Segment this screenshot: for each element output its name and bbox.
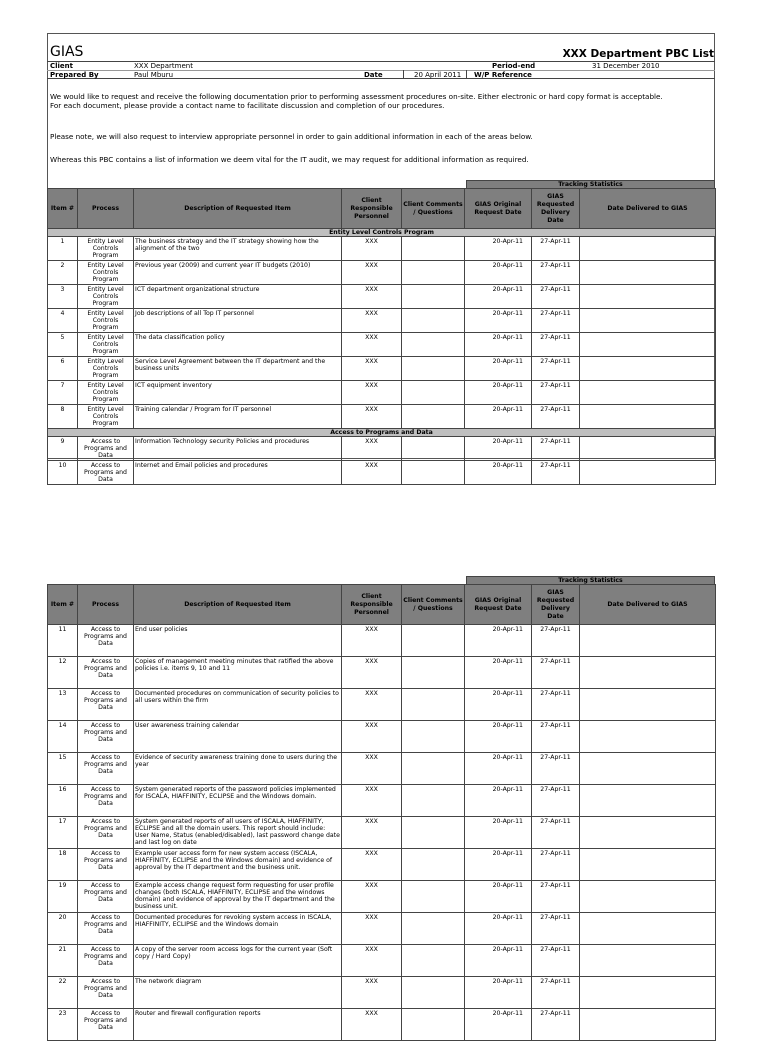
table-row <box>48 285 716 309</box>
description-cell: ICT department organizational structure <box>134 285 342 309</box>
table-row <box>48 1009 716 1041</box>
table-row <box>48 657 716 689</box>
comments-cell <box>402 881 465 913</box>
document-title: XXX Department PBC List <box>562 48 714 60</box>
delivery-date-cell: 27-Apr-11 <box>532 753 580 785</box>
col-comments: Client Comments / Questions <box>402 189 465 229</box>
delivered-cell <box>580 237 716 261</box>
client-label: Client <box>50 62 74 70</box>
process-cell: Access to Programs and Data <box>78 1009 134 1041</box>
comments-cell <box>402 657 465 689</box>
item-number: 7 <box>48 381 78 405</box>
delivery-date-cell: 27-Apr-11 <box>532 657 580 689</box>
delivered-cell <box>580 721 716 753</box>
personnel-cell: XXX <box>342 381 402 405</box>
col-personnel: Client Responsible Personnel <box>342 585 402 625</box>
comments-cell <box>402 285 465 309</box>
delivery-date-cell: 27-Apr-11 <box>532 977 580 1009</box>
delivery-date-cell: 27-Apr-11 <box>532 357 580 381</box>
process-cell: Entity Level Controls Program <box>78 357 134 381</box>
delivered-cell <box>580 817 716 849</box>
orig-date-cell: 20-Apr-11 <box>465 461 532 485</box>
delivered-cell <box>580 309 716 333</box>
col-orig-date: GIAS Original Request Date <box>465 189 532 229</box>
item-number: 18 <box>48 849 78 881</box>
org-name: GIAS <box>50 44 84 60</box>
orig-date-cell: 20-Apr-11 <box>465 237 532 261</box>
col-description: Description of Requested Item <box>134 189 342 229</box>
item-number: 22 <box>48 977 78 1009</box>
delivery-date-cell: 27-Apr-11 <box>532 689 580 721</box>
personnel-cell: XXX <box>342 913 402 945</box>
orig-date-cell: 20-Apr-11 <box>465 817 532 849</box>
delivery-date-cell: 27-Apr-11 <box>532 333 580 357</box>
item-number: 15 <box>48 753 78 785</box>
orig-date-cell: 20-Apr-11 <box>465 657 532 689</box>
delivery-date-cell: 27-Apr-11 <box>532 849 580 881</box>
delivered-cell <box>580 381 716 405</box>
date-label: Date <box>364 71 383 79</box>
comments-cell <box>402 333 465 357</box>
process-cell: Access to Programs and Data <box>78 689 134 721</box>
item-number: 16 <box>48 785 78 817</box>
tracking-header-2: Tracking Statistics <box>466 576 715 585</box>
item-number: 6 <box>48 357 78 381</box>
description-cell: The data classification policy <box>134 333 342 357</box>
table-row <box>48 625 716 657</box>
intro-paragraph-3: Please note, we will also request to interview appropriate personnel in order to gain additional information in each of the areas below. <box>50 132 533 141</box>
process-cell: Access to Programs and Data <box>78 913 134 945</box>
delivery-date-cell: 27-Apr-11 <box>532 1009 580 1041</box>
delivered-cell <box>580 357 716 381</box>
item-number: 4 <box>48 309 78 333</box>
pbc-table-1 <box>47 188 716 485</box>
col-delivered: Date Delivered to GIAS <box>580 585 716 625</box>
process-cell: Entity Level Controls Program <box>78 261 134 285</box>
personnel-cell: XXX <box>342 817 402 849</box>
orig-date-cell: 20-Apr-11 <box>465 381 532 405</box>
orig-date-cell: 20-Apr-11 <box>465 849 532 881</box>
section-row <box>48 229 716 237</box>
orig-date-cell: 20-Apr-11 <box>465 1009 532 1041</box>
personnel-cell: XXX <box>342 849 402 881</box>
delivered-cell <box>580 945 716 977</box>
intro-paragraph-4: Whereas this PBC contains a list of information we deem vital for the IT audit, we may request for additional information as required. <box>50 155 529 164</box>
table-row <box>48 753 716 785</box>
delivered-cell <box>580 753 716 785</box>
comments-cell <box>402 237 465 261</box>
description-cell: A copy of the server room access logs for the current year (Soft copy / Hard Copy) <box>134 945 342 977</box>
process-cell: Access to Programs and Data <box>78 785 134 817</box>
comments-cell <box>402 625 465 657</box>
orig-date-cell: 20-Apr-11 <box>465 437 532 461</box>
col-delivery-date: GIAS Requested Delivery Date <box>532 585 580 625</box>
table-row <box>48 977 716 1009</box>
delivery-date-cell: 27-Apr-11 <box>532 625 580 657</box>
section-row <box>48 429 716 437</box>
delivery-date-cell: 27-Apr-11 <box>532 945 580 977</box>
delivered-cell <box>580 1009 716 1041</box>
table-row <box>48 461 716 485</box>
item-number: 8 <box>48 405 78 429</box>
col-description: Description of Requested Item <box>134 585 342 625</box>
item-number: 10 <box>48 461 78 485</box>
description-cell: Job descriptions of all Top IT personnel <box>134 309 342 333</box>
comments-cell <box>402 381 465 405</box>
delivered-cell <box>580 785 716 817</box>
personnel-cell: XXX <box>342 333 402 357</box>
prepared-value: Paul Mburu <box>134 71 174 79</box>
process-cell: Entity Level Controls Program <box>78 285 134 309</box>
orig-date-cell: 20-Apr-11 <box>465 721 532 753</box>
process-cell: Access to Programs and Data <box>78 977 134 1009</box>
description-cell: System generated reports of all users of ISCALA, HIAFFINITY, ECLIPSE and all the domain users. This report should include: User Name, Status (enabled/disabled), last password change date and last log on date <box>134 817 342 849</box>
wp-label: W/P Reference <box>474 71 532 79</box>
description-cell: Router and firewall configuration reports <box>134 1009 342 1041</box>
col-orig-date: GIAS Original Request Date <box>465 585 532 625</box>
comments-cell <box>402 689 465 721</box>
comments-cell <box>402 405 465 429</box>
orig-date-cell: 20-Apr-11 <box>465 689 532 721</box>
delivered-cell <box>580 849 716 881</box>
item-number: 13 <box>48 689 78 721</box>
description-cell: User awareness training calendar <box>134 721 342 753</box>
delivery-date-cell: 27-Apr-11 <box>532 309 580 333</box>
delivery-date-cell: 27-Apr-11 <box>532 381 580 405</box>
col-comments: Client Comments / Questions <box>402 585 465 625</box>
item-number: 20 <box>48 913 78 945</box>
item-number: 19 <box>48 881 78 913</box>
description-cell: Documented procedures on communication of security policies to all users within the firm <box>134 689 342 721</box>
table-row <box>48 849 716 881</box>
process-cell: Entity Level Controls Program <box>78 309 134 333</box>
delivery-date-cell: 27-Apr-11 <box>532 437 580 461</box>
description-cell: Internet and Email policies and procedures <box>134 461 342 485</box>
col-process: Process <box>78 585 134 625</box>
comments-cell <box>402 437 465 461</box>
table-row <box>48 333 716 357</box>
comments-cell <box>402 977 465 1009</box>
table-row <box>48 785 716 817</box>
process-cell: Access to Programs and Data <box>78 437 134 461</box>
table-row <box>48 261 716 285</box>
description-cell: ICT equipment inventory <box>134 381 342 405</box>
description-cell: The business strategy and the IT strategy showing how the alignment of the two <box>134 237 342 261</box>
description-cell: Example user access form for new system access (ISCALA, HIAFFINITY, ECLIPSE and the Windows domain) and evidence of approval by the IT department and the business unit. <box>134 849 342 881</box>
personnel-cell: XXX <box>342 785 402 817</box>
item-number: 23 <box>48 1009 78 1041</box>
item-number: 14 <box>48 721 78 753</box>
delivered-cell <box>580 881 716 913</box>
delivered-cell <box>580 913 716 945</box>
description-cell: Training calendar / Program for IT personnel <box>134 405 342 429</box>
delivery-date-cell: 27-Apr-11 <box>532 405 580 429</box>
delivered-cell <box>580 405 716 429</box>
client-value: XXX Department <box>134 62 193 70</box>
process-cell: Access to Programs and Data <box>78 945 134 977</box>
item-number: 9 <box>48 437 78 461</box>
orig-date-cell: 20-Apr-11 <box>465 333 532 357</box>
delivery-date-cell: 27-Apr-11 <box>532 785 580 817</box>
date-value: 20 April 2011 <box>414 71 462 79</box>
delivered-cell <box>580 437 716 461</box>
personnel-cell: XXX <box>342 237 402 261</box>
comments-cell <box>402 721 465 753</box>
table-row <box>48 237 716 261</box>
personnel-cell: XXX <box>342 461 402 485</box>
description-cell: System generated reports of the password policies implemented for ISCALA, HIAFFINITY, ECLIPSE and the Windows domain. <box>134 785 342 817</box>
personnel-cell: XXX <box>342 721 402 753</box>
delivery-date-cell: 27-Apr-11 <box>532 881 580 913</box>
orig-date-cell: 20-Apr-11 <box>465 913 532 945</box>
comments-cell <box>402 913 465 945</box>
col-item: Item # <box>48 189 78 229</box>
delivery-date-cell: 27-Apr-11 <box>532 237 580 261</box>
section-label: Access to Programs and Data <box>48 429 716 437</box>
delivery-date-cell: 27-Apr-11 <box>532 461 580 485</box>
process-cell: Access to Programs and Data <box>78 625 134 657</box>
description-cell: Example access change request form requesting for user profile changes (both ISCALA, HIAFFINITY, ECLIPSE and the windows domain) and evidence of approval by the IT department and the business unit. <box>134 881 342 913</box>
process-cell: Entity Level Controls Program <box>78 381 134 405</box>
delivered-cell <box>580 461 716 485</box>
delivered-cell <box>580 261 716 285</box>
orig-date-cell: 20-Apr-11 <box>465 785 532 817</box>
delivered-cell <box>580 657 716 689</box>
col-process: Process <box>78 189 134 229</box>
description-cell: Information Technology security Policies and procedures <box>134 437 342 461</box>
orig-date-cell: 20-Apr-11 <box>465 285 532 309</box>
personnel-cell: XXX <box>342 1009 402 1041</box>
process-cell: Access to Programs and Data <box>78 753 134 785</box>
comments-cell <box>402 785 465 817</box>
personnel-cell: XXX <box>342 357 402 381</box>
delivered-cell <box>580 625 716 657</box>
item-number: 11 <box>48 625 78 657</box>
orig-date-cell: 20-Apr-11 <box>465 977 532 1009</box>
delivered-cell <box>580 689 716 721</box>
comments-cell <box>402 461 465 485</box>
delivery-date-cell: 27-Apr-11 <box>532 721 580 753</box>
personnel-cell: XXX <box>342 309 402 333</box>
process-cell: Access to Programs and Data <box>78 849 134 881</box>
personnel-cell: XXX <box>342 405 402 429</box>
process-cell: Entity Level Controls Program <box>78 237 134 261</box>
table-row <box>48 689 716 721</box>
item-number: 17 <box>48 817 78 849</box>
comments-cell <box>402 945 465 977</box>
table-row <box>48 437 716 461</box>
description-cell: Copies of management meeting minutes that ratified the above policies i.e. items 9, 10 and 11 <box>134 657 342 689</box>
comments-cell <box>402 261 465 285</box>
item-number: 12 <box>48 657 78 689</box>
delivery-date-cell: 27-Apr-11 <box>532 817 580 849</box>
personnel-cell: XXX <box>342 657 402 689</box>
delivered-cell <box>580 977 716 1009</box>
intro-paragraph-1: We would like to request and receive the following documentation prior to performing assessment procedures on-site. Either electronic or hard copy format is acceptable. <box>50 92 663 101</box>
process-cell: Access to Programs and Data <box>78 657 134 689</box>
item-number: 3 <box>48 285 78 309</box>
personnel-cell: XXX <box>342 437 402 461</box>
comments-cell <box>402 817 465 849</box>
orig-date-cell: 20-Apr-11 <box>465 753 532 785</box>
comments-cell <box>402 1009 465 1041</box>
table-row <box>48 817 716 849</box>
description-cell: Service Level Agreement between the IT department and the business units <box>134 357 342 381</box>
prepared-label: Prepared By <box>50 71 99 79</box>
table-row <box>48 357 716 381</box>
item-number: 2 <box>48 261 78 285</box>
item-number: 21 <box>48 945 78 977</box>
description-cell: The network diagram <box>134 977 342 1009</box>
process-cell: Access to Programs and Data <box>78 461 134 485</box>
comments-cell <box>402 849 465 881</box>
pbc-table-2 <box>47 584 716 1041</box>
section-label: Entity Level Controls Program <box>48 229 716 237</box>
table-row <box>48 945 716 977</box>
col-delivered: Date Delivered to GIAS <box>580 189 716 229</box>
col-delivery-date: GIAS Requested Delivery Date <box>532 189 580 229</box>
table-row <box>48 913 716 945</box>
orig-date-cell: 20-Apr-11 <box>465 261 532 285</box>
description-cell: Documented procedures for revoking system access in ISCALA, HIAFFINITY, ECLIPSE and the Windows domain <box>134 913 342 945</box>
comments-cell <box>402 753 465 785</box>
process-cell: Entity Level Controls Program <box>78 405 134 429</box>
col-personnel: Client Responsible Personnel <box>342 189 402 229</box>
delivery-date-cell: 27-Apr-11 <box>532 285 580 309</box>
orig-date-cell: 20-Apr-11 <box>465 357 532 381</box>
period-value: 31 December 2010 <box>592 62 660 70</box>
comments-cell <box>402 357 465 381</box>
description-cell: Evidence of security awareness training done to users during the year <box>134 753 342 785</box>
table-row <box>48 881 716 913</box>
personnel-cell: XXX <box>342 881 402 913</box>
comments-cell <box>402 309 465 333</box>
table-row <box>48 309 716 333</box>
intro-paragraph-2: For each document, please provide a contact name to facilitate discussion and completion of our procedures. <box>50 101 445 110</box>
orig-date-cell: 20-Apr-11 <box>465 945 532 977</box>
process-cell: Access to Programs and Data <box>78 881 134 913</box>
process-cell: Access to Programs and Data <box>78 721 134 753</box>
orig-date-cell: 20-Apr-11 <box>465 309 532 333</box>
personnel-cell: XXX <box>342 625 402 657</box>
description-cell: Previous year (2009) and current year IT budgets (2010) <box>134 261 342 285</box>
item-number: 5 <box>48 333 78 357</box>
table-row <box>48 721 716 753</box>
tracking-header-1: Tracking Statistics <box>466 180 715 189</box>
personnel-cell: XXX <box>342 285 402 309</box>
personnel-cell: XXX <box>342 977 402 1009</box>
orig-date-cell: 20-Apr-11 <box>465 881 532 913</box>
delivered-cell <box>580 285 716 309</box>
personnel-cell: XXX <box>342 261 402 285</box>
orig-date-cell: 20-Apr-11 <box>465 625 532 657</box>
table-row <box>48 381 716 405</box>
col-item: Item # <box>48 585 78 625</box>
personnel-cell: XXX <box>342 945 402 977</box>
description-cell: End user policies <box>134 625 342 657</box>
table-row <box>48 405 716 429</box>
process-cell: Access to Programs and Data <box>78 817 134 849</box>
personnel-cell: XXX <box>342 753 402 785</box>
process-cell: Entity Level Controls Program <box>78 333 134 357</box>
period-label: Period-end <box>492 62 536 70</box>
item-number: 1 <box>48 237 78 261</box>
delivery-date-cell: 27-Apr-11 <box>532 913 580 945</box>
delivered-cell <box>580 333 716 357</box>
personnel-cell: XXX <box>342 689 402 721</box>
orig-date-cell: 20-Apr-11 <box>465 405 532 429</box>
delivery-date-cell: 27-Apr-11 <box>532 261 580 285</box>
